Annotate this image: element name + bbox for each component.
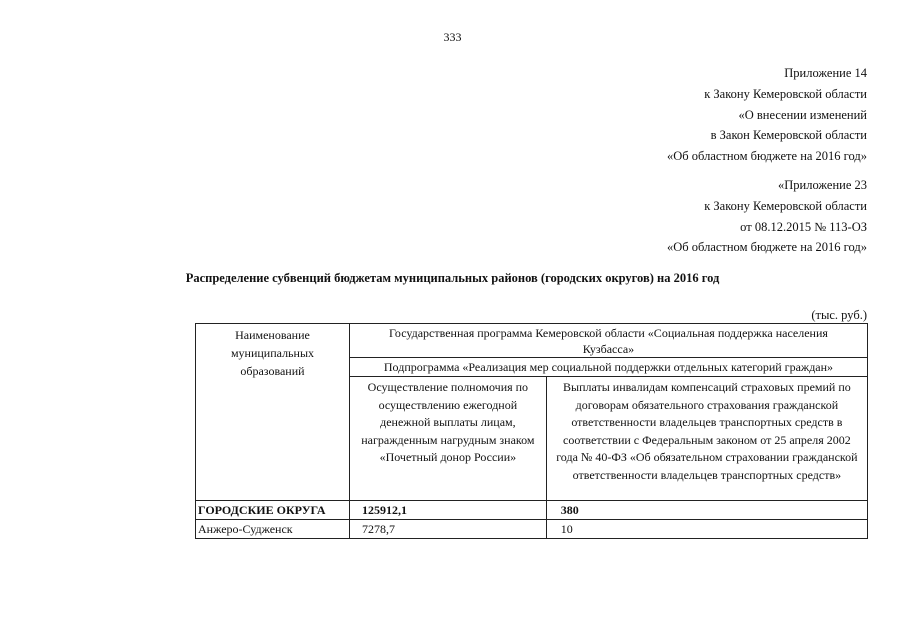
appendix-header-current	[667, 63, 867, 167]
header-line: соответствии с Федеральным законом от 25 апреля 2002	[563, 432, 851, 447]
header-line: ответственности владельцев транспортных средств в	[571, 415, 843, 429]
header-line: года № 40-ФЗ «Об обязательном страховании гражданской	[556, 450, 858, 464]
header-line: Осуществление полномочия по	[367, 380, 529, 394]
appendix-line: «О внесении изменений	[738, 107, 867, 122]
header-line: Кузбасса»	[582, 342, 635, 356]
row-value-insurance: 10	[546, 520, 867, 539]
row-value-donor: 125912,1	[349, 501, 546, 520]
table-row-total	[196, 501, 868, 520]
header-state-program	[349, 324, 867, 358]
appendix-line: в Закон Кемеровской области	[710, 128, 867, 143]
row-value-insurance: 380	[546, 501, 867, 520]
subvention-table	[195, 323, 868, 539]
header-line: образований	[240, 364, 305, 378]
units-label: (тыс. руб.)	[811, 308, 867, 322]
appendix-line: к Закону Кемеровской области	[704, 198, 867, 213]
header-line: Наименование	[235, 328, 310, 342]
header-line: договорам обязательного страхования гражданской	[575, 397, 839, 412]
appendix-header-original	[667, 175, 867, 258]
row-value-donor: 7278,7	[349, 520, 546, 539]
header-line: награжденным нагрудным знаком	[361, 432, 535, 447]
appendix-line: «Приложение 23	[778, 178, 867, 192]
header-line: Государственная программа Кемеровской области «Социальная поддержка населения	[389, 326, 828, 340]
page-number: 333	[443, 30, 462, 44]
header-line: Выплаты инвалидам компенсаций страховых премий по	[563, 380, 851, 394]
header-insurance-compensation	[546, 377, 867, 501]
header-line: денежной выплаты лицам,	[380, 415, 516, 429]
header-line: осуществлению ежегодной	[378, 397, 518, 412]
appendix-line: к Закону Кемеровской области	[704, 86, 867, 101]
document-title: Распределение субвенций бюджетам муниципальных районов (городских округов) на 2016 год	[185, 271, 720, 285]
header-line: муниципальных	[230, 346, 315, 360]
appendix-line: «Об областном бюджете на 2016 год»	[667, 149, 867, 164]
header-municipality	[196, 324, 350, 501]
table-row	[196, 520, 868, 539]
appendix-line: «Об областном бюджете на 2016 год»	[667, 240, 867, 255]
table-header-row	[196, 324, 868, 358]
header-line: ответственности владельцев транспортных средств»	[572, 467, 842, 482]
header-subprogram: Подпрограмма «Реализация мер социальной поддержки отдельных категорий граждан»	[349, 358, 867, 377]
row-name: Анжеро-Судженск	[196, 520, 350, 539]
header-line: «Почетный донор России»	[379, 450, 517, 464]
row-name: ГОРОДСКИЕ ОКРУГА	[196, 501, 350, 520]
appendix-line: Приложение 14	[784, 66, 867, 80]
appendix-line: от 08.12.2015 № 113-ОЗ	[740, 219, 867, 234]
header-donor-payment	[349, 377, 546, 501]
